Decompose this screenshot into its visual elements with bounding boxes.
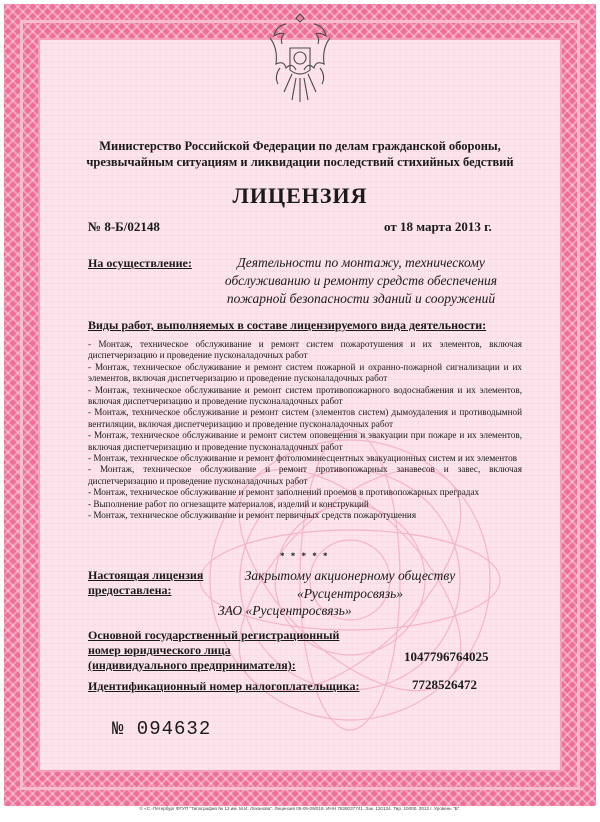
works-list-item: - Монтаж, техническое обслуживание и ремонт противопожарных занавесов и завес, включая диспетчеризацию и проведение пусконаладочных работ [88, 464, 522, 486]
holder-label-line-2: предоставлена: [88, 583, 172, 597]
serial-number: № 094632 [112, 718, 212, 740]
holder-name-line-1: Закрытому акционерному обществу [244, 568, 456, 583]
holder-label [88, 568, 203, 598]
works-list-item: - Монтаж, техническое обслуживание и ремонт систем (элементов систем) дымоудаления и противодымной вентиляции, включая диспетчеризацию и проведение пусконаладочных работ [88, 407, 522, 429]
ministry-line-1: Министерство Российской Федерации по делам гражданской обороны, [99, 139, 501, 153]
holder-label-line-1: Настоящая лицензия [88, 568, 204, 582]
ogrn-label-line-2: номер юридического лица [88, 643, 231, 657]
ogrn-label-line-1: Основной государственный регистрационный [88, 628, 340, 642]
activity-description [196, 254, 526, 308]
license-number: № 8-Б/02148 [88, 219, 160, 234]
document-title: ЛИЦЕНЗИЯ [232, 183, 368, 208]
ogrn-value: 1047796764025 [404, 649, 489, 664]
inn-label: Идентификационный номер налогоплательщика: [88, 679, 360, 693]
printer-imprint: © «С.-Петербург ФГУП "Типография № 12 им. М.И. Лоханова". Лицензия 05-05-09/019. ИНН 7826037741. Зак. 120134. Тир. 10000. 2012 г. Уровень "Б". [139, 806, 461, 811]
works-list-item: - Монтаж, техническое обслуживание и ремонт фотолюминесцентных эвакуационных систем и их элементов [88, 453, 518, 464]
works-list-item: - Монтаж, техническое обслуживание и ремонт систем оповещения и эвакуации при пожаре и их элементов, включая диспетчеризацию и проведение пусконаладочных работ [88, 430, 522, 452]
double-headed-eagle-emblem-icon [266, 8, 334, 108]
works-list-item: - Монтаж, техническое обслуживание и ремонт систем пожаротушения и их элементов, включая диспетчеризацию и проведение пусконаладочных работ [88, 339, 522, 361]
holder-name-line-2: «Русцентросвязь» [296, 586, 404, 601]
separator-stars: * * * * * [280, 551, 330, 561]
works-list-item: - Монтаж, техническое обслуживание и ремонт заполнений проемов в противопожарных преградах [88, 487, 480, 498]
works-list-item: - Монтаж, техническое обслуживание и ремонт первичных средств пожаротушения [88, 510, 417, 521]
works-list-item: - Выполнение работ по огнезащите материалов, изделий и конструкций [88, 498, 369, 509]
ogrn-label [88, 628, 339, 673]
ministry-name [80, 138, 520, 170]
activity-line-2: обслуживанию и ремонту средств обеспечения [224, 273, 498, 288]
holder-short-name: ЗАО «Русцентросвязь» [218, 603, 352, 618]
activity-line-1: Деятельности по монтажу, техническому [237, 255, 485, 270]
works-list [88, 339, 522, 522]
works-list-item: - Монтаж, техническое обслуживание и ремонт систем пожарной и охранно-пожарной сигнализации и их элементов, включая диспетчеризацию и проведение пусконаладочных работ [88, 361, 522, 384]
activity-line-3: пожарной безопасности зданий и сооружений [226, 291, 496, 306]
inn-value: 7728526472 [412, 677, 477, 692]
works-heading: Виды работ, выполняемых в составе лицензируемого вида деятельности: [88, 318, 487, 332]
license-date: от 18 марта 2013 г. [384, 219, 492, 234]
works-list-item: - Монтаж, техническое обслуживание и ремонт систем противопожарного водоснабжения и их элементов, включая диспетчеризацию и проведение пусконаладочных работ [88, 384, 522, 407]
ministry-line-2: чрезвычайным ситуациям и ликвидации последствий стихийных бедствий [86, 155, 514, 169]
ogrn-label-line-3: (индивидуального предпринимателя): [88, 658, 296, 672]
holder-name [200, 567, 500, 603]
activity-label: На осуществление: [88, 256, 192, 270]
